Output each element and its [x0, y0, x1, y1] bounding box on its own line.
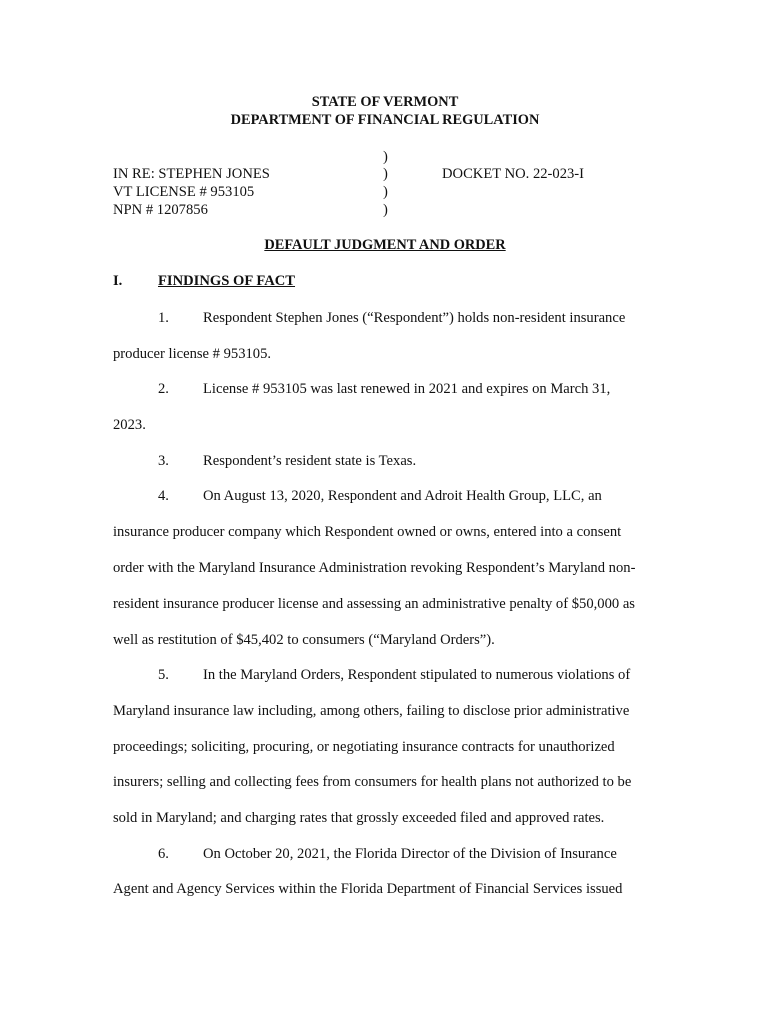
paragraph-line: proceedings; soliciting, procuring, or negotiating insurance contracts for unauthorized — [113, 739, 615, 755]
paragraph-line: order with the Maryland Insurance Administration revoking Respondent’s Maryland non- — [113, 560, 636, 576]
paragraph-line: well as restitution of $45,402 to consumers (“Maryland Orders”). — [113, 632, 495, 648]
paragraph-line: In the Maryland Orders, Respondent stipulated to numerous violations of — [203, 667, 631, 683]
paragraph-line: Maryland insurance law including, among others, failing to disclose prior administrative — [113, 703, 630, 719]
paragraph-line: insurers; selling and collecting fees from consumers for health plans not authorized to be — [113, 774, 632, 790]
caption-license: VT LICENSE # 953105 — [113, 184, 255, 200]
paragraph-number: 2. — [158, 381, 169, 397]
paragraph-line: resident insurance producer license and assessing an administrative penalty of $50,000 as — [113, 596, 635, 612]
paragraph-line: 2023. — [113, 417, 146, 433]
section-numeral: I. — [113, 273, 123, 289]
paragraph-line: Respondent Stephen Jones (“Respondent”) holds non-resident insurance — [203, 310, 626, 326]
caption-paren-1: ) — [383, 149, 388, 165]
section-heading: FINDINGS OF FACT — [158, 273, 296, 289]
paragraph-number: 4. — [158, 488, 169, 504]
docket-number: DOCKET NO. 22-023-I — [442, 166, 585, 182]
caption-paren-4: ) — [383, 202, 388, 218]
paragraph-line: Agent and Agency Services within the Florida Department of Financial Services issued — [113, 881, 623, 897]
paragraph-number: 3. — [158, 453, 169, 469]
state-heading: STATE OF VERMONT — [311, 94, 459, 110]
department-heading: DEPARTMENT OF FINANCIAL REGULATION — [230, 112, 540, 128]
paragraph-line: On August 13, 2020, Respondent and Adroit Health Group, LLC, an — [203, 488, 602, 504]
paragraph-number: 1. — [158, 310, 169, 326]
paragraph-line: sold in Maryland; and charging rates that grossly exceeded filed and approved rates. — [113, 810, 605, 826]
caption-npn: NPN # 1207856 — [113, 202, 208, 218]
paragraph-number: 5. — [158, 667, 169, 683]
document-title: DEFAULT JUDGMENT AND ORDER — [264, 237, 506, 253]
caption-respondent: IN RE: STEPHEN JONES — [113, 166, 270, 182]
caption-paren-3: ) — [383, 184, 388, 200]
paragraph-line: Respondent’s resident state is Texas. — [203, 453, 417, 469]
paragraph-line: On October 20, 2021, the Florida Director of the Division of Insurance — [203, 846, 617, 862]
paragraph-line: producer license # 953105. — [113, 346, 272, 362]
caption-paren-2: ) — [383, 166, 388, 182]
paragraph-line: insurance producer company which Respondent owned or owns, entered into a consent — [113, 524, 622, 540]
paragraph-line: License # 953105 was last renewed in 2021 and expires on March 31, — [203, 381, 611, 397]
paragraph-number: 6. — [158, 846, 169, 862]
